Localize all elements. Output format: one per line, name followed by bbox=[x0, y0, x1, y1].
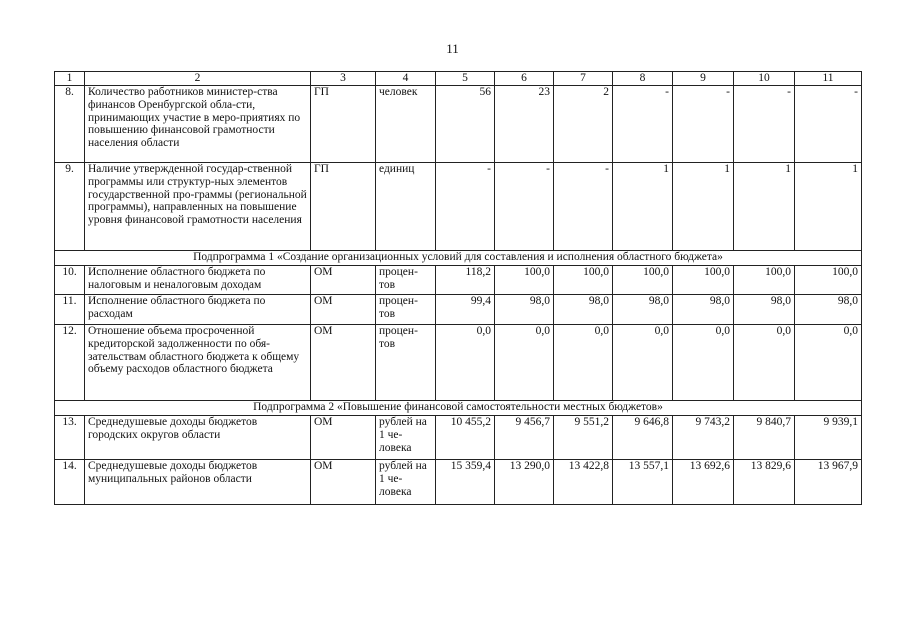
indicator-type: ОМ bbox=[311, 266, 376, 295]
indicator-name: Исполнение областного бюджета по расходам bbox=[85, 295, 311, 325]
value-cell: 10 455,2 bbox=[436, 416, 495, 460]
value-cell: 99,4 bbox=[436, 295, 495, 325]
row-number: 12. bbox=[55, 325, 85, 401]
value-cell: 100,0 bbox=[613, 266, 673, 295]
value-cell: 0,0 bbox=[495, 325, 554, 401]
indicator-name: Количество работников министер-ства финансов Оренбургской обла-сти, принимающих участие в меро-приятиях по повышению финансовой грамотности населения области bbox=[85, 86, 311, 163]
column-number: 6 bbox=[495, 72, 554, 86]
column-number: 9 bbox=[673, 72, 734, 86]
indicator-type: ОМ bbox=[311, 325, 376, 401]
indicator-name: Отношение объема просроченной кредиторской задолженности по обя-зательствам областного бюджета к общему объему расходов областного бюджета bbox=[85, 325, 311, 401]
value-cell: 0,0 bbox=[673, 325, 734, 401]
table-row bbox=[55, 416, 862, 460]
table-row bbox=[55, 295, 862, 325]
indicator-name: Среднедушевые доходы бюджетов муниципальных районов области bbox=[85, 460, 311, 505]
row-number: 9. bbox=[55, 163, 85, 251]
column-number: 1 bbox=[55, 72, 85, 86]
value-cell: 9 939,1 bbox=[795, 416, 862, 460]
indicator-unit: рублей на 1 че-ловека bbox=[376, 460, 436, 505]
indicator-unit: процен-тов bbox=[376, 266, 436, 295]
value-cell: 15 359,4 bbox=[436, 460, 495, 505]
value-cell: 13 692,6 bbox=[673, 460, 734, 505]
value-cell: 100,0 bbox=[673, 266, 734, 295]
table-row bbox=[55, 460, 862, 505]
value-cell: 0,0 bbox=[613, 325, 673, 401]
value-cell: - bbox=[673, 86, 734, 163]
value-cell: 98,0 bbox=[613, 295, 673, 325]
indicator-unit: процен-тов bbox=[376, 325, 436, 401]
value-cell: 98,0 bbox=[795, 295, 862, 325]
subprogram-row bbox=[55, 401, 862, 416]
indicator-name: Наличие утвержденной государ-ственной программы или структур-ных элементов государственной про-граммы (региональной программы), направленных на повышение уровня финансовой грамотности населения bbox=[85, 163, 311, 251]
column-number: 2 bbox=[85, 72, 311, 86]
value-cell: - bbox=[795, 86, 862, 163]
indicator-type: ОМ bbox=[311, 295, 376, 325]
column-number: 8 bbox=[613, 72, 673, 86]
column-number: 4 bbox=[376, 72, 436, 86]
value-cell: 0,0 bbox=[734, 325, 795, 401]
indicator-unit: процен-тов bbox=[376, 295, 436, 325]
row-number: 8. bbox=[55, 86, 85, 163]
column-number: 7 bbox=[554, 72, 613, 86]
value-cell: - bbox=[613, 86, 673, 163]
value-cell: 9 646,8 bbox=[613, 416, 673, 460]
value-cell: 23 bbox=[495, 86, 554, 163]
value-cell: 9 743,2 bbox=[673, 416, 734, 460]
value-cell: 13 290,0 bbox=[495, 460, 554, 505]
value-cell: 0,0 bbox=[795, 325, 862, 401]
value-cell: 1 bbox=[795, 163, 862, 251]
indicator-name: Исполнение областного бюджета по налоговым и неналоговым доходам bbox=[85, 266, 311, 295]
row-number: 13. bbox=[55, 416, 85, 460]
value-cell: 98,0 bbox=[673, 295, 734, 325]
value-cell: 0,0 bbox=[554, 325, 613, 401]
indicator-name: Среднедушевые доходы бюджетов городских округов области bbox=[85, 416, 311, 460]
value-cell: - bbox=[734, 86, 795, 163]
table-row bbox=[55, 266, 862, 295]
column-number: 3 bbox=[311, 72, 376, 86]
value-cell: 98,0 bbox=[554, 295, 613, 325]
indicator-type: ГП bbox=[311, 163, 376, 251]
column-number: 11 bbox=[795, 72, 862, 86]
value-cell: 98,0 bbox=[734, 295, 795, 325]
value-cell: 13 557,1 bbox=[613, 460, 673, 505]
column-number-row bbox=[55, 72, 862, 86]
value-cell: 100,0 bbox=[495, 266, 554, 295]
row-number: 14. bbox=[55, 460, 85, 505]
indicator-type: ОМ bbox=[311, 460, 376, 505]
page-number: 11 bbox=[446, 41, 459, 56]
value-cell: 13 422,8 bbox=[554, 460, 613, 505]
indicator-type: ОМ bbox=[311, 416, 376, 460]
value-cell: 13 829,6 bbox=[734, 460, 795, 505]
row-number: 10. bbox=[55, 266, 85, 295]
value-cell: 9 840,7 bbox=[734, 416, 795, 460]
value-cell: 2 bbox=[554, 86, 613, 163]
value-cell: 98,0 bbox=[495, 295, 554, 325]
indicator-unit: единиц bbox=[376, 163, 436, 251]
value-cell: 100,0 bbox=[795, 266, 862, 295]
value-cell: - bbox=[436, 163, 495, 251]
value-cell: 1 bbox=[613, 163, 673, 251]
row-number: 11. bbox=[55, 295, 85, 325]
indicators-table bbox=[54, 71, 862, 505]
indicator-unit: рублей на 1 че-ловека bbox=[376, 416, 436, 460]
value-cell: 100,0 bbox=[554, 266, 613, 295]
value-cell: 9 551,2 bbox=[554, 416, 613, 460]
table-row bbox=[55, 86, 862, 163]
value-cell: 13 967,9 bbox=[795, 460, 862, 505]
subprogram-row bbox=[55, 251, 862, 266]
table-row bbox=[55, 325, 862, 401]
value-cell: 9 456,7 bbox=[495, 416, 554, 460]
subprogram-title: Подпрограмма 1 «Создание организационных условий для составления и исполнения областного бюджета» bbox=[55, 251, 862, 266]
indicator-type: ГП bbox=[311, 86, 376, 163]
value-cell: 56 bbox=[436, 86, 495, 163]
subprogram-title: Подпрограмма 2 «Повышение финансовой самостоятельности местных бюджетов» bbox=[55, 401, 862, 416]
value-cell: - bbox=[495, 163, 554, 251]
column-number: 5 bbox=[436, 72, 495, 86]
table-row bbox=[55, 163, 862, 251]
column-number: 10 bbox=[734, 72, 795, 86]
value-cell: 100,0 bbox=[734, 266, 795, 295]
value-cell: 0,0 bbox=[436, 325, 495, 401]
indicator-unit: человек bbox=[376, 86, 436, 163]
value-cell: - bbox=[554, 163, 613, 251]
value-cell: 1 bbox=[673, 163, 734, 251]
value-cell: 118,2 bbox=[436, 266, 495, 295]
value-cell: 1 bbox=[734, 163, 795, 251]
